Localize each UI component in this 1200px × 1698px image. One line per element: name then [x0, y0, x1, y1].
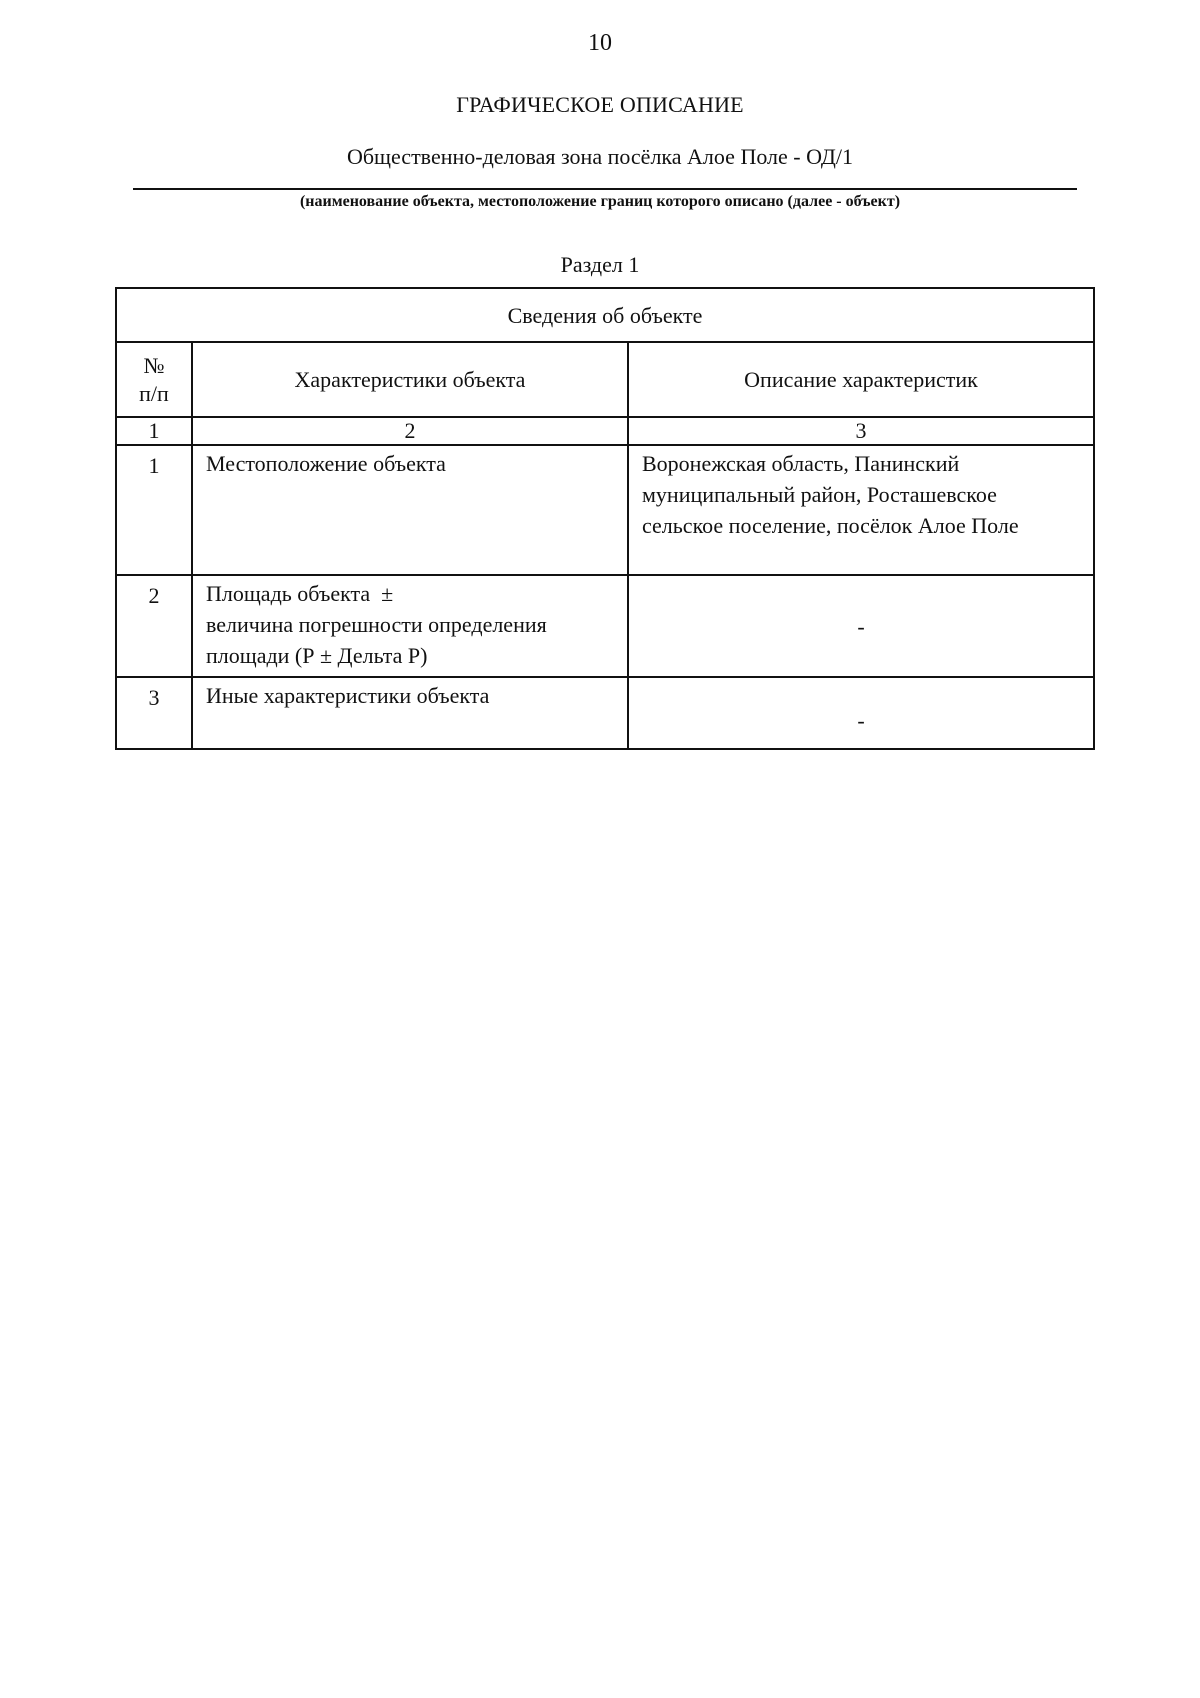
row-characteristic: [192, 445, 628, 575]
table-caption-row: [116, 288, 1094, 342]
row-number: 3: [116, 677, 192, 749]
characteristic-line: величина погрешности определения: [206, 612, 547, 637]
object-name: Общественно-деловая зона посёлка Алое Поле - ОД/1: [346, 144, 854, 169]
section-label: Раздел 1: [560, 252, 640, 277]
table-caption: Сведения об объекте: [116, 288, 1094, 342]
description-line: Воронежская область, Панинский: [642, 451, 960, 476]
header-number-abbr: п/п: [139, 380, 169, 406]
row-characteristic: [192, 677, 628, 749]
object-name-underline: [133, 188, 1077, 190]
table-row: [116, 575, 1094, 677]
description-line: сельское поселение, посёлок Алое Поле: [642, 513, 1019, 538]
row-description: -: [628, 575, 1094, 677]
column-index: 3: [628, 417, 1094, 445]
table-header-row: [116, 342, 1094, 417]
page-number: 10: [588, 30, 612, 56]
row-number: 1: [116, 445, 192, 575]
header-characteristics: Характеристики объекта: [192, 342, 628, 417]
header-number: [116, 342, 192, 417]
characteristic-line: Площадь объекта ±: [206, 581, 394, 606]
characteristic-line: площади (Р ± Дельта Р): [206, 643, 428, 668]
row-description: -: [628, 677, 1094, 749]
header-number-symbol: №: [143, 352, 165, 378]
column-index-row: [116, 417, 1094, 445]
row-characteristic: [192, 575, 628, 677]
description-line: муниципальный район, Росташевское: [642, 482, 997, 507]
object-name-caption: (наименование объекта, местоположение границ которого описано (далее - объект): [299, 193, 901, 210]
object-info-table: [115, 287, 1095, 750]
characteristic-line: Иные характеристики объекта: [206, 683, 490, 708]
table-row: [116, 445, 1094, 575]
header-description: Описание характеристик: [628, 342, 1094, 417]
characteristic-line: Местоположение объекта: [206, 451, 446, 476]
column-index: 1: [116, 417, 192, 445]
table-row: [116, 677, 1094, 749]
row-number: 2: [116, 575, 192, 677]
document-title: ГРАФИЧЕСКОЕ ОПИСАНИЕ: [456, 92, 744, 117]
column-index: 2: [192, 417, 628, 445]
row-description: [628, 445, 1094, 575]
